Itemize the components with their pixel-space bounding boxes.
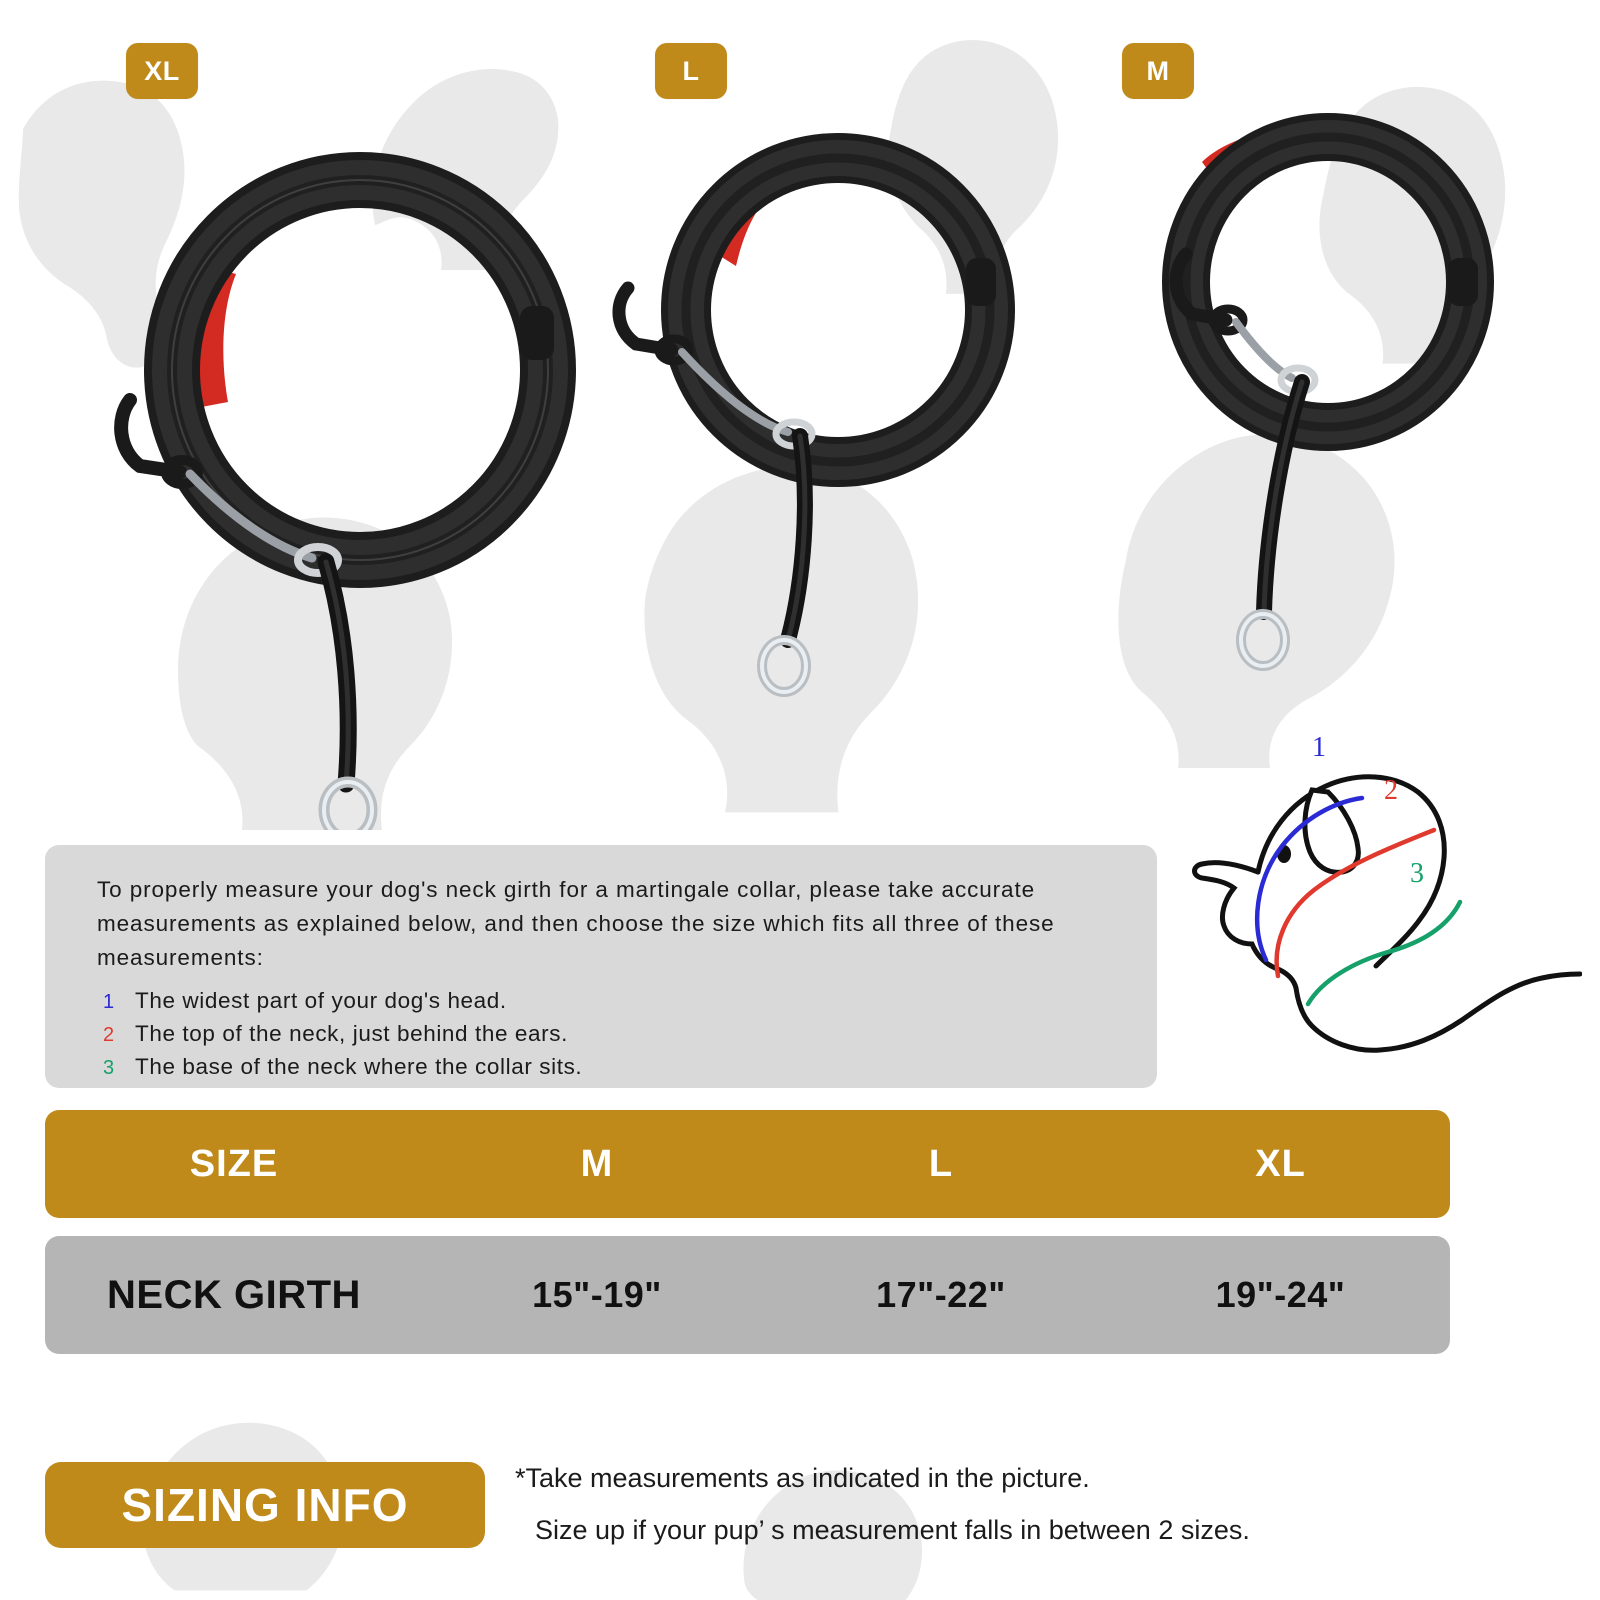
instructions-item-2 — [97, 1018, 1123, 1051]
size-table-header-xl: XL — [1255, 1142, 1306, 1185]
row-label-neck-girth: NECK GIRTH — [107, 1272, 361, 1317]
collar-illustration-l — [600, 80, 1050, 720]
measurement-label-3: 3 — [1410, 858, 1424, 889]
measurement-label-2: 2 — [1384, 775, 1398, 806]
size-table-header-size: SIZE — [189, 1142, 279, 1185]
instructions-item-3-text: The base of the neck where the collar sits. — [135, 1054, 583, 1079]
size-badge-l-label: L — [682, 55, 700, 86]
size-badge-xl-label: XL — [144, 55, 180, 86]
size-table-header-row — [45, 1110, 1450, 1218]
sizing-note-1: *Take measurements as indicated in the picture. — [515, 1463, 1090, 1493]
size-badge-m — [1122, 43, 1194, 99]
size-table — [45, 1110, 1450, 1354]
sizing-note-2: Size up if your pup’ s measurement falls in between 2 sizes. — [535, 1515, 1250, 1545]
instructions-item-3-number: 3 — [103, 1057, 115, 1079]
instructions-list — [97, 985, 1123, 1084]
instructions-item-1-number: 1 — [103, 991, 115, 1013]
instructions-item-2-number: 2 — [103, 1024, 115, 1046]
dog-head-outline-icon — [1162, 730, 1582, 1090]
measurement-instructions-panel — [45, 845, 1157, 1088]
sizing-info-label: SIZING INFO — [121, 1479, 409, 1531]
size-table-header-m: M — [580, 1142, 614, 1185]
instructions-item-1 — [97, 985, 1123, 1018]
size-table-header-l: L — [928, 1142, 954, 1185]
collar-illustration-xl — [60, 70, 600, 830]
collar-illustration-m — [1080, 70, 1560, 700]
size-badge-xl — [126, 43, 198, 99]
sizing-info-badge — [45, 1462, 485, 1548]
size-badge-l — [655, 43, 727, 99]
neck-girth-m: 15"-19" — [532, 1274, 662, 1315]
neck-girth-l: 17"-22" — [876, 1274, 1006, 1315]
size-badge-m-label: M — [1146, 55, 1170, 86]
instructions-item-2-text: The top of the neck, just behind the ears. — [135, 1021, 568, 1046]
neck-girth-xl: 19"-24" — [1215, 1274, 1346, 1315]
instructions-intro: To properly measure your dog's neck girth for a martingale collar, please take accurate measurements as explained below, and then choose the size which fits all three of these measurements: — [97, 877, 1055, 970]
measurement-label-1: 1 — [1312, 732, 1326, 763]
sizing-notes — [515, 1452, 1575, 1556]
instructions-item-3 — [97, 1051, 1123, 1084]
dog-measurement-diagram — [1162, 730, 1582, 1090]
instructions-item-1-text: The widest part of your dog's head. — [135, 988, 507, 1013]
size-table-row-neck-girth — [45, 1236, 1450, 1354]
